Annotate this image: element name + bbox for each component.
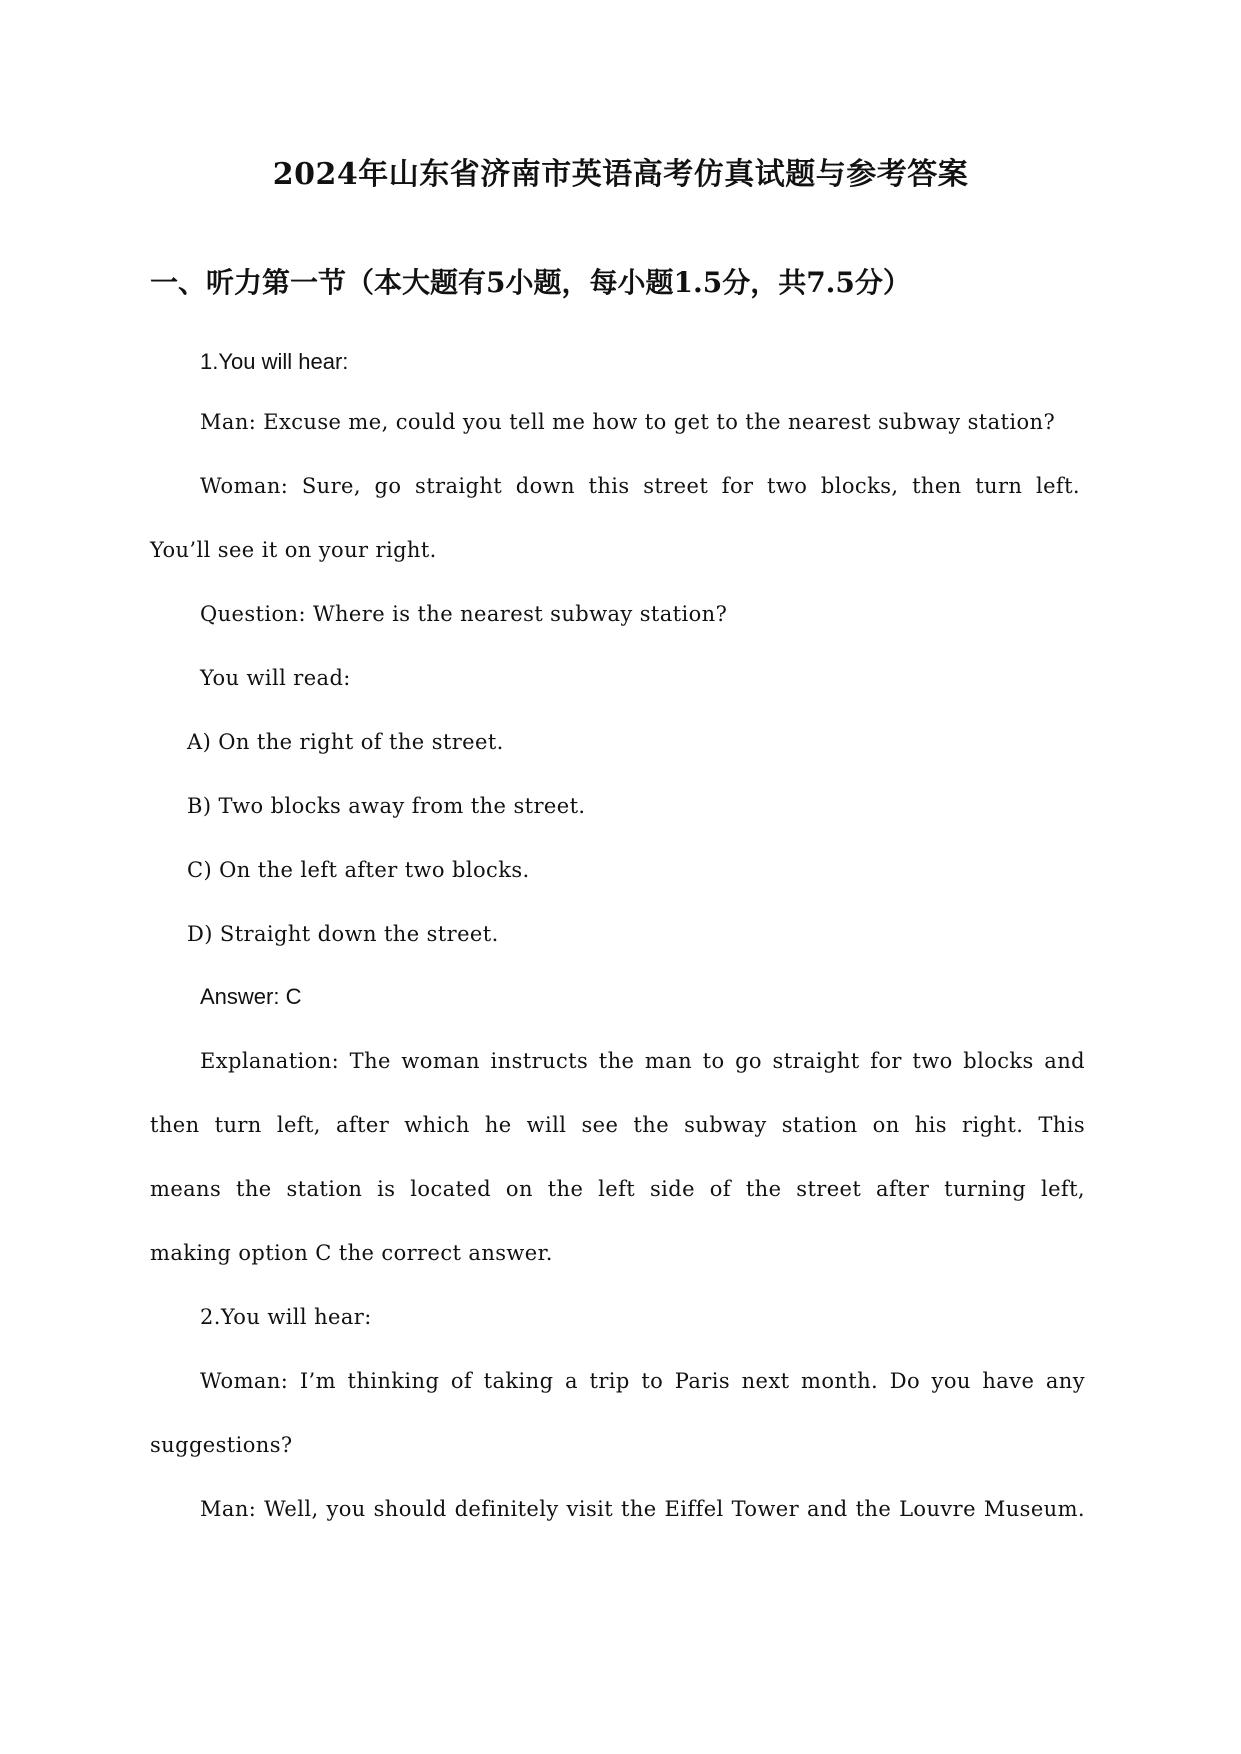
q1-explanation-line-1: Explanation: The woman instructs the man to go straight for two blocks and	[200, 1049, 1085, 1073]
q1-woman-line-1: Woman: Sure, go straight down this street for two blocks, then turn left.	[200, 474, 1080, 498]
q2-woman-line-1: Woman: I’m thinking of taking a trip to Paris next month. Do you have any	[200, 1369, 1085, 1393]
q1-question: Question: Where is the nearest subway station?	[200, 602, 728, 626]
document-title: 2024年山东省济南市英语高考仿真试题与参考答案	[272, 157, 969, 192]
q1-option-a: A) On the right of the street.	[187, 730, 504, 754]
q1-intro: 1.You will hear:	[200, 349, 349, 374]
q1-option-b: B) Two blocks away from the street.	[187, 794, 586, 818]
q1-explanation-line-2: then turn left, after which he will see the subway station on his right. This	[150, 1113, 1085, 1137]
q1-option-d: D) Straight down the street.	[187, 922, 499, 946]
q2-intro: 2.You will hear:	[200, 1305, 372, 1329]
q2-man-line: Man: Well, you should definitely visit the Eiffel Tower and the Louvre Museum.	[200, 1497, 1085, 1521]
section-heading: 一、听力第一节（本大题有5小题，每小题1.5分，共7.5分）	[150, 266, 911, 299]
q1-explanation-line-4: making option C the correct answer.	[150, 1241, 553, 1265]
q1-woman-line-2: You’ll see it on your right.	[150, 538, 437, 562]
q1-answer: Answer: C	[200, 984, 302, 1009]
q1-man-line: Man: Excuse me, could you tell me how to get to the nearest subway station?	[200, 410, 1056, 434]
q2-woman-line-2: suggestions?	[150, 1433, 293, 1457]
q1-explanation-line-3: means the station is located on the left side of the street after turning left,	[150, 1177, 1085, 1201]
q1-option-c: C) On the left after two blocks.	[187, 858, 530, 882]
q1-read-label: You will read:	[200, 666, 351, 690]
